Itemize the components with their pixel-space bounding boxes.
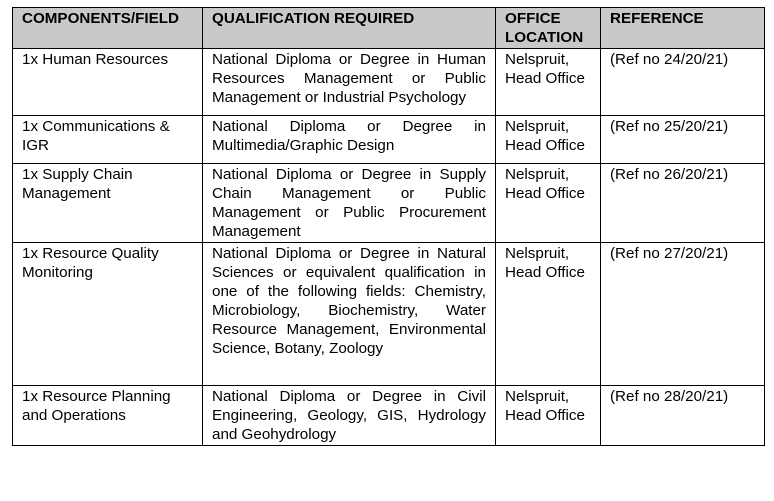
table-row — [13, 164, 765, 243]
component-cell: 1x Communications & IGR — [13, 116, 203, 164]
reference-cell: (Ref no 24/20/21) — [601, 49, 765, 116]
reference-cell: (Ref no 25/20/21) — [601, 116, 765, 164]
header-qualification: QUALIFICATION REQUIRED — [203, 8, 496, 49]
location-cell: Nelspruit, Head Office — [496, 164, 601, 243]
table-row — [13, 116, 765, 164]
table-row — [13, 386, 765, 446]
component-cell: 1x Supply Chain Management — [13, 164, 203, 243]
table-row — [13, 49, 765, 116]
component-cell: 1x Human Resources — [13, 49, 203, 116]
location-cell: Nelspruit, Head Office — [496, 49, 601, 116]
header-component: COMPONENTS/FIELD — [13, 8, 203, 49]
component-cell: 1x Resource Quality Monitoring — [13, 243, 203, 386]
header-location: OFFICE LOCATION — [496, 8, 601, 49]
qualification-cell: National Diploma or Degree in Civil Engineering, Geology, GIS, Hydrology and Geohydrology — [203, 386, 496, 446]
qualification-cell: National Diploma or Degree in Multimedia/Graphic Design — [203, 116, 496, 164]
table-body — [13, 49, 765, 446]
table-header — [13, 8, 765, 49]
location-cell: Nelspruit, Head Office — [496, 386, 601, 446]
location-cell: Nelspruit, Head Office — [496, 116, 601, 164]
reference-cell: (Ref no 28/20/21) — [601, 386, 765, 446]
positions-table — [12, 7, 765, 446]
qualification-cell: National Diploma or Degree in Human Resources Management or Public Management or Industrial Psychology — [203, 49, 496, 116]
header-row — [13, 8, 765, 49]
qualification-cell: National Diploma or Degree in Natural Sciences or equivalent qualification in one of the following fields: Chemistry, Microbiology, Biochemistry, Water Resource Management, Environmental Science, Botany, Zoology — [203, 243, 496, 386]
reference-cell: (Ref no 27/20/21) — [601, 243, 765, 386]
qualification-cell: National Diploma or Degree in Supply Chain Management or Public Management or Public Procurement Management — [203, 164, 496, 243]
reference-cell: (Ref no 26/20/21) — [601, 164, 765, 243]
header-reference: REFERENCE — [601, 8, 765, 49]
component-cell: 1x Resource Planning and Operations — [13, 386, 203, 446]
table-row — [13, 243, 765, 386]
location-cell: Nelspruit, Head Office — [496, 243, 601, 386]
